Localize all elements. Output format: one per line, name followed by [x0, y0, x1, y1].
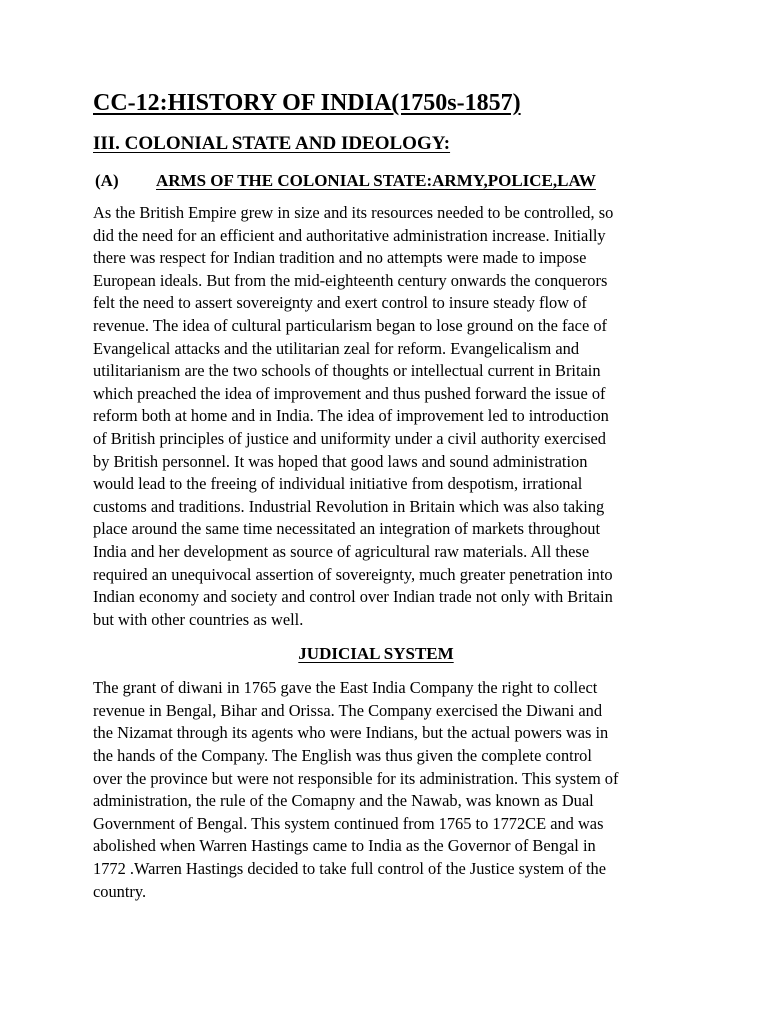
document-title: CC-12:HISTORY OF INDIA(1750s-1857): [93, 90, 521, 116]
text-line: did the need for an efficient and authoritative administration increase. Initially: [93, 225, 606, 245]
text-line: India and her development as source of agricultural raw materials. All these: [93, 541, 590, 561]
text-line: European ideals. But from the mid-eighteenth century onwards the conquerors: [93, 270, 608, 290]
text-line: As the British Empire grew in size and its resources needed to be controlled, so: [93, 203, 614, 222]
text-line: required an unequivocal assertion of sovereignty, much greater penetration into: [93, 564, 613, 584]
text-line: by British personnel. It was hoped that good laws and sound administration: [93, 451, 588, 471]
text-line: would lead to the freeing of individual initiative from despotism, irrational: [93, 474, 583, 494]
section-heading: III. COLONIAL STATE AND IDEOLOGY:: [93, 133, 451, 154]
judicial-system-heading: JUDICIAL SYSTEM: [298, 644, 454, 664]
text-line: abolished when Warren Hastings came to India as the Governor of Bengal in: [93, 836, 596, 856]
text-line: felt the need to assert sovereignty and exert control to insure steady flow of: [93, 293, 587, 313]
subsection-title: ARMS OF THE COLONIAL STATE:ARMY,POLICE,LAW: [156, 171, 596, 190]
text-line: Evangelical attacks and the utilitarian zeal for reform. Evangelicalism and: [93, 338, 580, 358]
text-line: Government of Bengal. This system continued from 1765 to 1772CE and was: [93, 813, 604, 833]
text-line: customs and traditions. Industrial Revolution in Britain which was also taking: [93, 496, 605, 516]
text-line: 1772 .Warren Hastings decided to take full control of the Justice system of the: [93, 859, 607, 879]
text-line: which preached the idea of improvement and thus pushed forward the issue of: [93, 383, 606, 403]
text-line: over the province but were not responsible for its administration. This system of: [93, 768, 619, 788]
text-line: there was respect for Indian tradition and no attempts were made to impose: [93, 248, 587, 268]
text-line: utilitarianism are the two schools of thoughts or intellectual current in Britain: [93, 361, 601, 381]
text-line: of British principles of justice and uniformity under a civil authority exercised: [93, 428, 606, 448]
text-line: Indian economy and society and control over Indian trade not only with Britain: [93, 587, 613, 607]
text-line: the Nizamat through its agents who were Indians, but the actual powers was in: [93, 723, 609, 743]
text-line: revenue. The idea of cultural particularism began to lose ground on the face of: [93, 315, 607, 335]
text-line: place around the same time necessitated an integration of markets throughout: [93, 519, 601, 539]
text-line: the hands of the Company. The English was thus given the complete control: [93, 746, 592, 766]
subsection-heading: [93, 170, 673, 192]
text-line: country.: [93, 881, 147, 901]
subsection-marker: (A): [95, 171, 119, 190]
text-line: reform both at home and in India. The idea of improvement led to introduction: [93, 406, 609, 426]
text-line: The grant of diwani in 1765 gave the East India Company the right to collect: [93, 678, 598, 698]
text-line: but with other countries as well.: [93, 609, 304, 629]
paragraph-judicial: [93, 677, 673, 903]
text-line: administration, the rule of the Comapny and the Nawab, was known as Dual: [93, 791, 594, 811]
text-line: revenue in Bengal, Bihar and Orissa. The Company exercised the Diwani and: [93, 700, 603, 720]
paragraph-intro: [93, 202, 673, 631]
page-content: [93, 88, 673, 903]
